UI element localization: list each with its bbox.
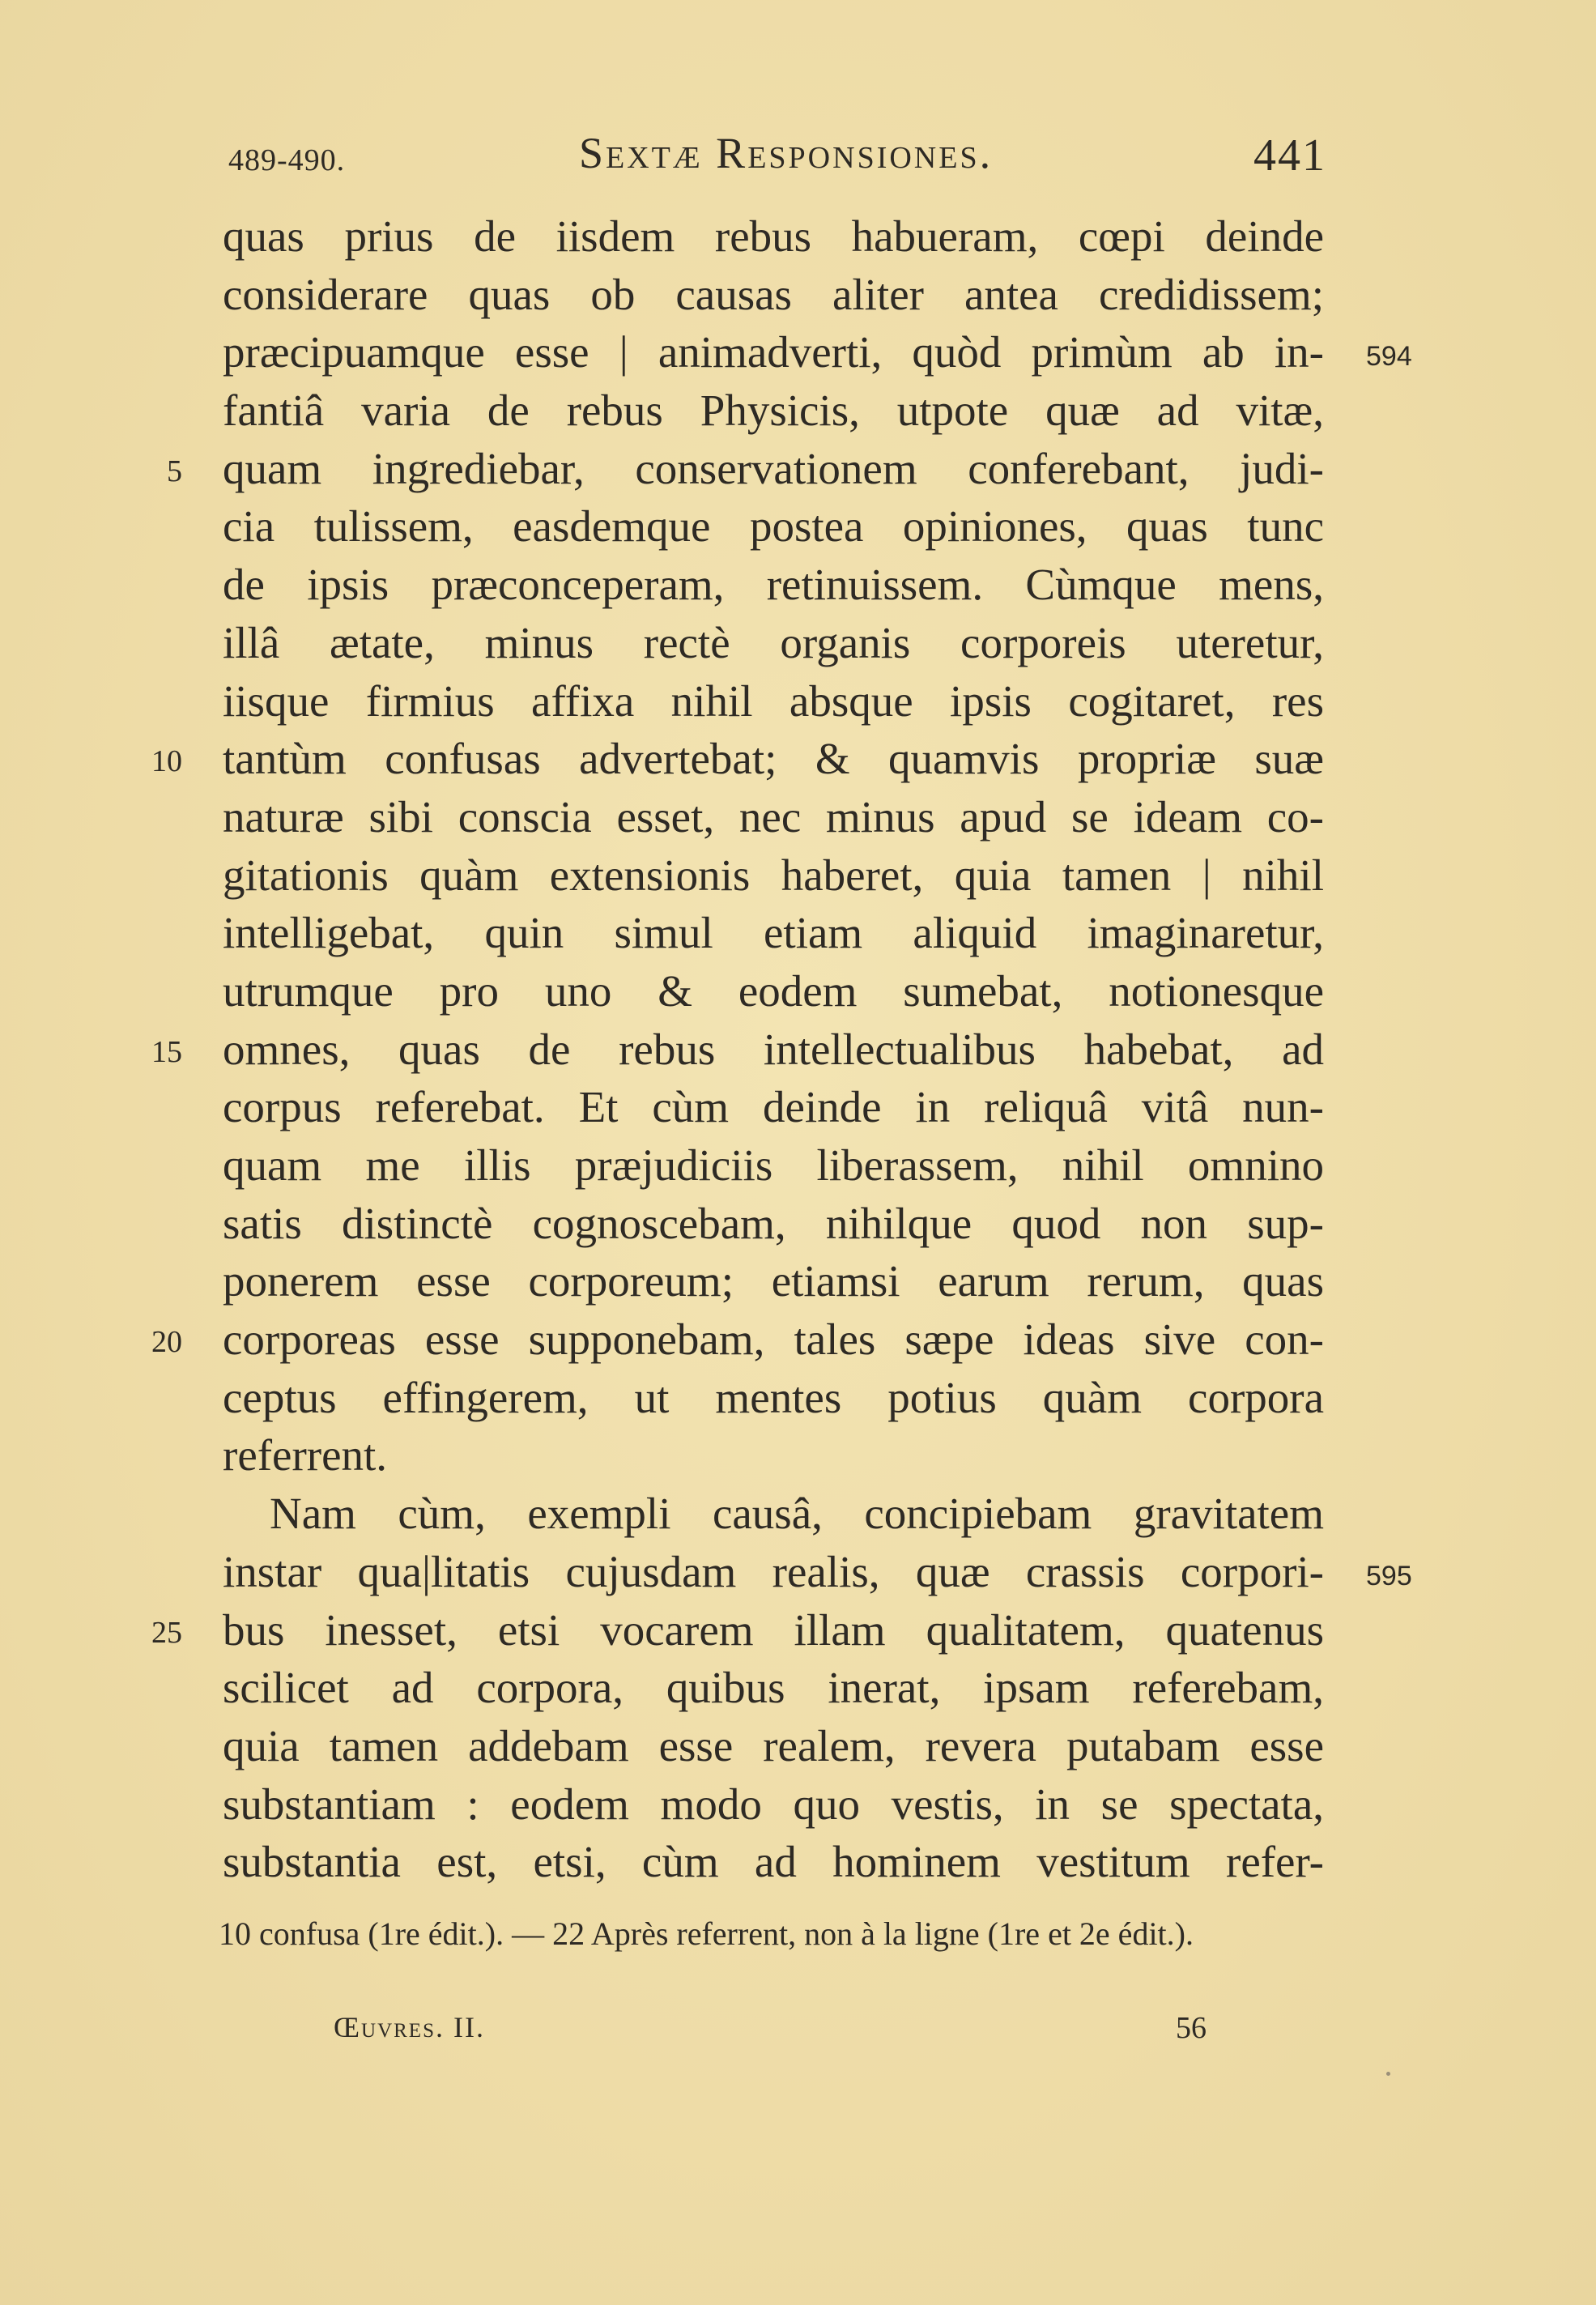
text-line — [223, 788, 1324, 846]
line-number: 15 — [151, 1034, 182, 1069]
line-text: quas prius de iisdem rebus habueram, cœpi deinde — [223, 211, 1324, 261]
line-text: quam ingrediebar, conservationem conferebant, judi- — [223, 443, 1324, 493]
text-line — [223, 1078, 1324, 1136]
page-range: 489-490. — [228, 143, 346, 177]
line-text: satis distinctè cognoscebam, nihilque quod non sup- — [223, 1198, 1324, 1248]
line-number: 10 — [151, 744, 182, 779]
text-line — [151, 1601, 1324, 1660]
line-text: naturæ sibi conscia esset, nec minus apud se ideam co- — [223, 791, 1324, 841]
text-line — [223, 323, 1412, 381]
text-line — [223, 1659, 1324, 1717]
text-line — [223, 1543, 1412, 1601]
page-number: 441 — [1253, 130, 1326, 181]
line-text: substantia est, etsi, cùm ad hominem vestitum refer- — [223, 1837, 1324, 1887]
line-text: gitationis quàm extensionis haberet, quia tamen | nihil — [223, 850, 1324, 900]
text-line — [223, 497, 1324, 556]
text-line — [223, 1369, 1324, 1427]
line-text: ponerem esse corporeum; etiamsi earum rerum, quas — [223, 1256, 1324, 1306]
text-line — [223, 1136, 1324, 1195]
page-footer — [0, 2010, 1596, 2059]
text-line — [151, 730, 1324, 788]
footnote: 10 confusa (1re édit.). — 22 Après referrent, non à la ligne (1re et 2e édit.). — [219, 1915, 1194, 1952]
line-text: bus inesset, etsi vocarem illam qualitatem, quatenus — [223, 1604, 1324, 1655]
paper-speck — [1386, 2072, 1390, 2076]
text-line — [223, 1833, 1324, 1891]
line-text: referrent. — [223, 1430, 388, 1481]
text-line — [223, 1195, 1324, 1253]
running-head — [0, 128, 1596, 193]
text-line — [223, 1252, 1324, 1310]
text-line — [223, 1426, 1324, 1485]
line-text: utrumque pro uno & eodem sumebat, notionesque — [223, 965, 1324, 1016]
margin-page-reference: 595 — [1366, 1560, 1412, 1591]
volume-label: Œuvres. II. — [334, 2011, 485, 2043]
line-number: 25 — [151, 1615, 182, 1650]
text-line — [223, 266, 1324, 324]
text-line — [223, 846, 1324, 905]
text-line — [223, 1485, 1324, 1543]
main-text — [151, 207, 1412, 1891]
line-text: præcipuamque esse | animadverti, quòd primùm ab in- — [223, 327, 1324, 377]
line-text: Nam cùm, exempli causâ, concipiebam gravitatem — [270, 1489, 1324, 1539]
text-line — [223, 962, 1324, 1020]
line-number: 20 — [151, 1325, 182, 1360]
running-title: Sextæ Responsiones. — [579, 129, 994, 177]
text-line — [151, 1310, 1324, 1369]
line-text: iisque firmius affixa nihil absque ipsis cogitaret, res — [223, 675, 1324, 726]
line-text: substantiam : eodem modo quo vestis, in se spectata, — [223, 1779, 1324, 1829]
line-text: ceptus effingerem, ut mentes potius quàm corpora — [223, 1372, 1324, 1422]
margin-page-reference: 594 — [1366, 341, 1412, 373]
text-line — [223, 1717, 1324, 1775]
text-line — [223, 207, 1324, 266]
line-text: quam me illis præjudiciis liberassem, nihil omnino — [223, 1140, 1324, 1190]
line-text: intelligebat, quin simul etiam aliquid imaginaretur, — [223, 908, 1324, 958]
line-text: omnes, quas de rebus intellectualibus habebat, ad — [223, 1024, 1324, 1074]
line-number: 5 — [167, 454, 182, 488]
line-text: scilicet ad corpora, quibus inerat, ipsam referebam, — [223, 1663, 1324, 1713]
line-text: instar qua|litatis cujusdam realis, quæ crassis corpori- — [223, 1546, 1324, 1596]
line-text: corpus referebat. Et cùm deinde in reliquâ vitâ nun- — [223, 1082, 1324, 1132]
text-line — [223, 556, 1324, 614]
line-text: considerare quas ob causas aliter antea credidissem; — [223, 269, 1324, 319]
text-line — [167, 440, 1324, 498]
signature-number: 56 — [1176, 2011, 1207, 2045]
text-line — [223, 381, 1324, 440]
text-line — [223, 614, 1324, 672]
line-text: cia tulissem, easdemque postea opiniones, quas tunc — [223, 501, 1324, 552]
line-text: corporeas esse supponebam, tales sæpe ideas sive con- — [223, 1314, 1324, 1365]
line-text: fantiâ varia de rebus Physicis, utpote quæ ad vitæ, — [223, 386, 1324, 436]
line-text: de ipsis præconceperam, retinuissem. Cùmque mens, — [223, 560, 1324, 610]
line-text: tantùm confusas advertebat; & quamvis propriæ suæ — [223, 734, 1324, 784]
text-line — [223, 1775, 1324, 1834]
line-text: illâ ætate, minus rectè organis corporeis uteretur, — [223, 617, 1324, 667]
text-line — [223, 672, 1324, 731]
text-line — [223, 904, 1324, 962]
text-line — [151, 1020, 1324, 1079]
line-text: quia tamen addebam esse realem, revera putabam esse — [223, 1720, 1324, 1770]
